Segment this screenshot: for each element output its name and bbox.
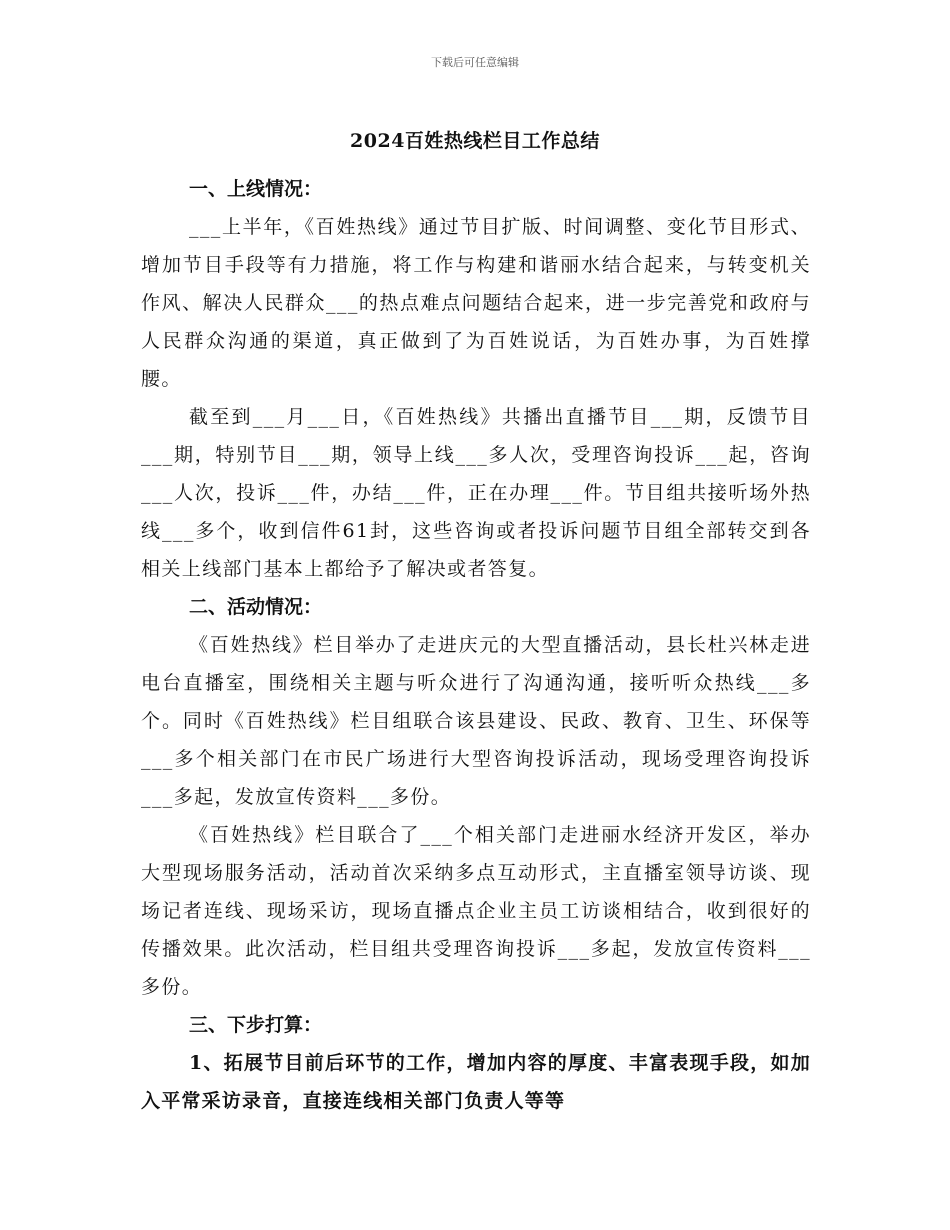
paragraph-next-step-1: 1、拓展节目前后环节的工作，增加内容的厚度、丰富表现手段，如加入平常采访录音，直接连线相关部门负责人等等: [141, 1052, 811, 1112]
paragraph-activity-development-zone: 《百姓热线》栏目联合了___个相关部门走进丽水经济开发区，举办大型现场服务活动，活动首次采纳多点互动形式，主直播室领导访谈、现场记者连线、现场采访，现场直播点企业主员工访谈相结合，收到很好的传播效果。此次活动，栏目组共受理咨询投诉___多起，发放宣传资料___多份。: [141, 824, 811, 998]
section-heading-next-steps: 三、下步打算：: [189, 1014, 323, 1036]
paragraph-activity-qingyuan: 《百姓热线》栏目举办了走进庆元的大型直播活动，县长杜兴林走进电台直播室，围绕相关主题与听众进行了沟通沟通，接听听众热线___多个。同时《百姓热线》栏目组联合该县建设、民政、教育、卫生、环保等___多个相关部门在市民广场进行大型咨询投诉活动，现场受理咨询投诉___多起，发放宣传资料___多份。: [141, 634, 811, 808]
document-body: [141, 170, 811, 1120]
paragraph-online-intro: ___上半年，《百姓热线》通过节目扩版、时间调整、变化节目形式、增加节目手段等有力措施，将工作与构建和谐丽水结合起来，与转变机关作风、解决人民群众___的热点难点问题结合起来，进一步完善党和政府与人民群众沟通的渠道，真正做到了为百姓说话，为百姓办事，为百姓撑腰。: [141, 216, 811, 390]
section-heading-online: 一、上线情况：: [189, 178, 323, 200]
section-heading-activities: 二、活动情况：: [189, 596, 323, 618]
header-note: 下载后可任意编辑: [431, 56, 519, 69]
paragraph-online-stats: 截至到___月___日，《百姓热线》共播出直播节目___期，反馈节目___期，特别节目___期，领导上线___多人次，受理咨询投诉___起，咨询___人次，投诉___件，办结___件，正在办理___件。节目组共接听场外热线___多个，收到信件61封，这些咨询或者投诉问题节目组全部转交到各相关上线部门基本上都给予了解决或者答复。: [141, 406, 811, 580]
document-title: 2024百姓热线栏目工作总结: [350, 130, 600, 152]
